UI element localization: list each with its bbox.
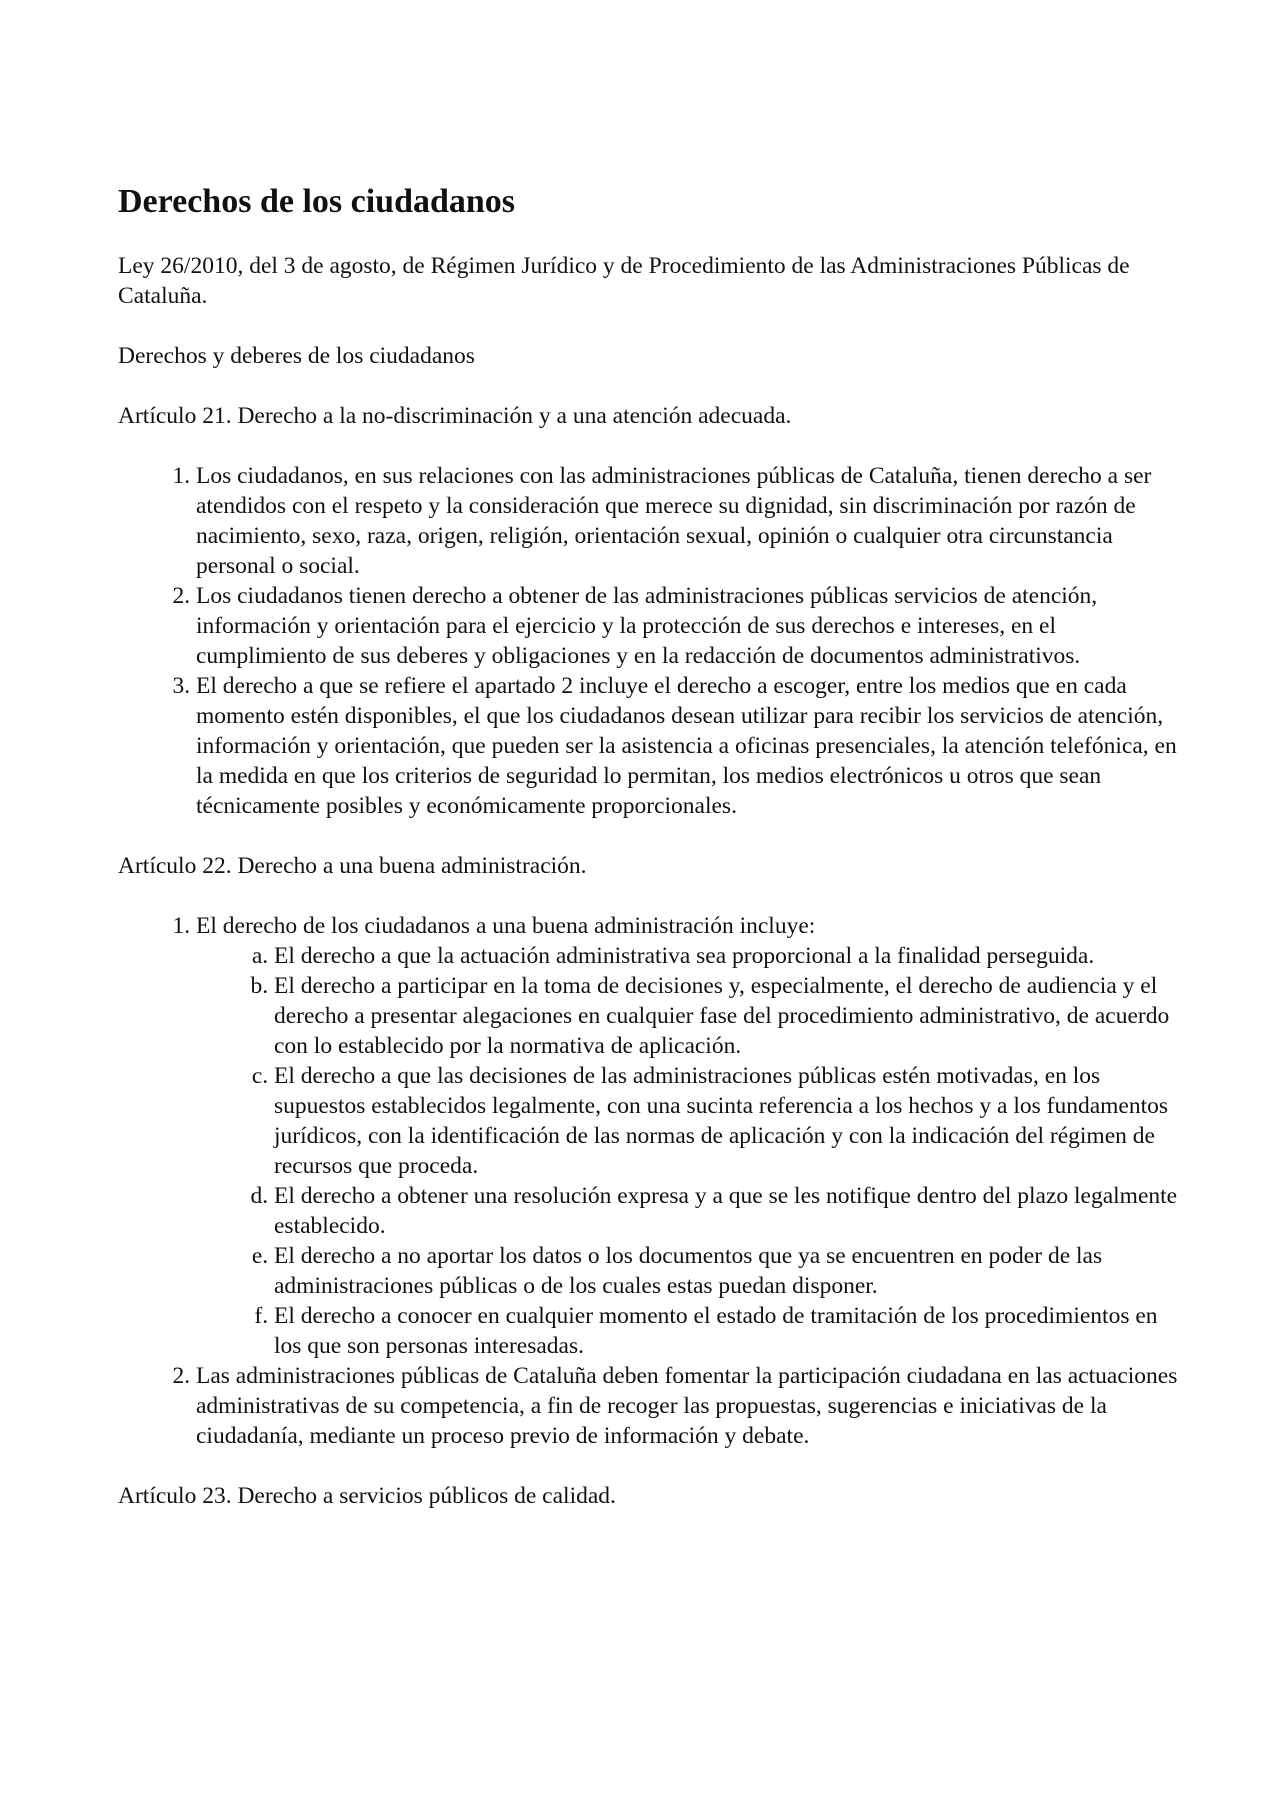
article-22-list [118, 911, 1178, 1451]
page-title: Derechos de los ciudadanos [118, 183, 516, 220]
article-22-sublist [196, 941, 1178, 1361]
section-heading: Derechos y deberes de los ciudadanos [118, 342, 475, 369]
sublist-item: d. El derecho a obtener una resolución expresa y a que se les notifique dentro del plazo legalmente establecido. [274, 1181, 1178, 1241]
sublist-item: c. El derecho a que las decisiones de las administraciones públicas estén motivadas, en los supuestos establecidos legalmente, con una sucinta referencia a los hechos y a los fundamentos jurídicos, con la identificación de las normas de aplicación y con la indicación del régimen de recursos que proceda. [274, 1061, 1178, 1181]
document-page [118, 182, 1178, 1541]
list-item: 2. Las administraciones públicas de Cataluña deben fomentar la participación ciudadana en las actuaciones administrativas de su competencia, a fin de recoger las propuestas, sugerencias e iniciativas de la ciudadanía, mediante un proceso previo de información y debate. [196, 1361, 1178, 1451]
sublist-item: e. El derecho a no aportar los datos o los documentos que ya se encuentren en poder de las administraciones públicas o de los cuales estas puedan disponer. [274, 1241, 1178, 1301]
list-item: 2. Los ciudadanos tienen derecho a obtener de las administraciones públicas servicios de atención, información y orientación para el ejercicio y la protección de sus derechos e intereses, en el cumplimiento de sus deberes y obligaciones y en la redacción de documentos administrativos. [196, 581, 1178, 671]
list-item: 3. El derecho a que se refiere el apartado 2 incluye el derecho a escoger, entre los medios que en cada momento estén disponibles, el que los ciudadanos desean utilizar para recibir los servicios de atención, información y orientación, que pueden ser la asistencia a oficinas presenciales, la atención telefónica, en la medida en que los criterios de seguridad lo permitan, los medios electrónicos u otros que sean técnicamente posibles y económicamente proporcionales. [196, 671, 1178, 821]
article-23-heading: Artículo 23. Derecho a servicios públicos de calidad. [118, 1482, 616, 1509]
sublist-item: f. El derecho a conocer en cualquier momento el estado de tramitación de los procedimientos en los que son personas interesadas. [274, 1301, 1178, 1361]
article-22-heading: Artículo 22. Derecho a una buena administración. [118, 852, 587, 879]
sublist-item: a. El derecho a que la actuación administrativa sea proporcional a la finalidad perseguida. [274, 941, 1178, 971]
list-item: 1. Los ciudadanos, en sus relaciones con las administraciones públicas de Cataluña, tienen derecho a ser atendidos con el respeto y la consideración que merece su dignidad, sin discriminación por razón de nacimiento, sexo, raza, origen, religión, orientación sexual, opinión o cualquier otra circunstancia personal o social. [196, 461, 1178, 581]
law-reference: Ley 26/2010, del 3 de agosto, de Régimen Jurídico y de Procedimiento de las Administraciones Públicas de Cataluña. [118, 252, 1130, 309]
list-item [196, 911, 1178, 1361]
article-21-list [118, 461, 1178, 821]
list-item-intro: El derecho de los ciudadanos a una buena administración incluye: [196, 912, 816, 939]
article-21-heading: Artículo 21. Derecho a la no-discriminación y a una atención adecuada. [118, 402, 792, 429]
sublist-item: b. El derecho a participar en la toma de decisiones y, especialmente, el derecho de audiencia y el derecho a presentar alegaciones en cualquier fase del procedimiento administrativo, de acuerdo con lo establecido por la normativa de aplicación. [274, 971, 1178, 1061]
